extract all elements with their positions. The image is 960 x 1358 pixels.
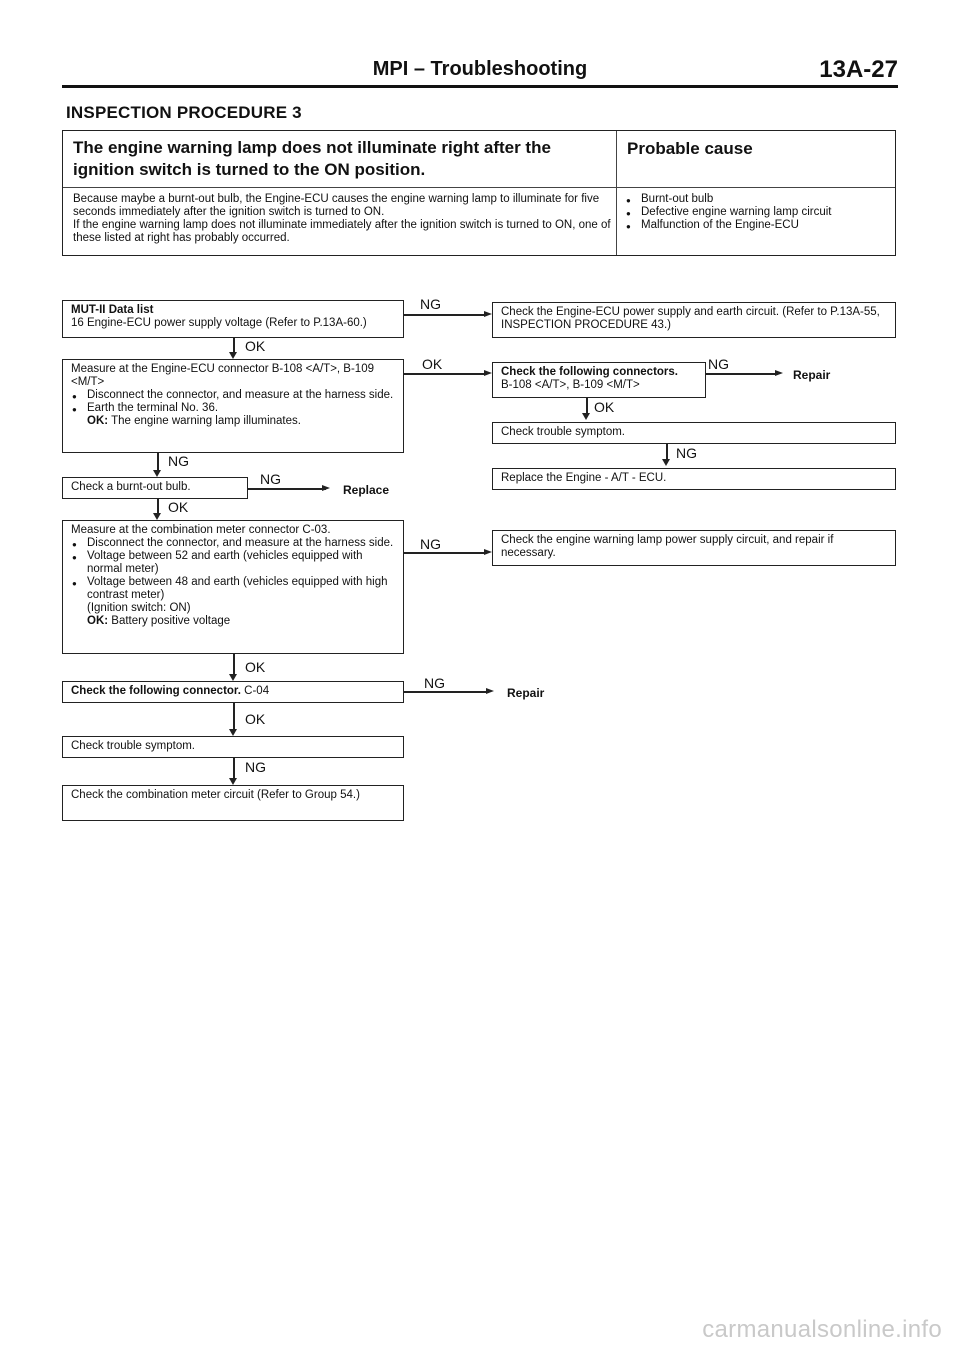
step2-box	[62, 359, 404, 453]
step4-ok-condition	[71, 615, 395, 628]
ng-label: NG	[168, 453, 189, 469]
step4-ng-action-box	[492, 530, 896, 566]
page-header-title: MPI – Troubleshooting	[372, 58, 588, 80]
arrow-down-icon	[229, 352, 237, 359]
step1-ng-action-box	[492, 302, 896, 338]
step2-ok-condition	[71, 415, 395, 428]
summary-divider-vertical	[616, 131, 617, 255]
step4-bullet: ● Disconnect the connector, and measure at the harness side.	[71, 537, 395, 550]
probable-cause-item: ● Burnt-out bulb	[623, 193, 893, 206]
step2-bullet: ● Disconnect the connector, and measure at the harness side.	[71, 389, 395, 402]
step2-text: Measure at the Engine-ECU connector B-108 <A/T>, B-109 <M/T>	[71, 363, 374, 388]
step5-title: Check the following connector.	[71, 685, 241, 697]
step6-box	[62, 736, 404, 758]
arrow-right-icon	[775, 370, 783, 376]
symptom-description	[73, 193, 611, 245]
arrow-right-icon	[484, 549, 492, 555]
check-trouble-symptom-text: Check trouble symptom.	[501, 426, 625, 438]
connector-check-box	[492, 362, 706, 398]
connector-check-text: B-108 <A/T>, B-109 <M/T>	[501, 379, 640, 391]
summary-divider-horizontal	[63, 187, 895, 188]
ok-label: OK	[168, 499, 189, 515]
ok-label: OK	[245, 711, 266, 727]
connector-check-title: Check the following connectors.	[501, 366, 678, 378]
step2-bullets	[71, 389, 395, 415]
ok-prefix: OK:	[87, 415, 109, 427]
replace-ecu-box	[492, 468, 896, 490]
watermark: carmanualsonline.info	[702, 1316, 942, 1343]
step1-text: 16 Engine-ECU power supply voltage (Refer to P.13A-60.)	[71, 317, 367, 329]
ng-label: NG	[676, 445, 697, 461]
ng-label: NG	[245, 759, 266, 775]
repair-action: Repair	[793, 368, 831, 382]
arrow-right-icon	[322, 485, 330, 491]
connector-line	[404, 552, 487, 554]
step3-text: Check a burnt-out bulb.	[71, 481, 191, 493]
connector-line	[404, 314, 487, 316]
ng-label: NG	[260, 471, 281, 487]
summary-table	[62, 130, 896, 256]
symptom-heading: The engine warning lamp does not illuminate right after the ignition switch is turned to the ON position.	[73, 138, 551, 179]
step4-bullet: ● Voltage between 52 and earth (vehicles equipped with normal meter)	[71, 550, 395, 576]
step2-bullet: ● Earth the terminal No. 36.	[71, 402, 395, 415]
step2-ok-text: The engine warning lamp illuminates.	[111, 415, 301, 427]
arrow-down-icon	[662, 459, 670, 466]
step5-box	[62, 681, 404, 703]
ok-label: OK	[594, 399, 615, 415]
step6-text: Check trouble symptom.	[71, 740, 195, 752]
step4-box	[62, 520, 404, 654]
connector-line	[233, 703, 235, 732]
step5-text: C-04	[244, 685, 270, 697]
symptom-description-line1: Because maybe a burnt-out bulb, the Engine-ECU causes the engine warning lamp to illuminate for five seconds immediately after the ignition switch is turned to ON.	[73, 193, 600, 218]
arrow-right-icon	[484, 311, 492, 317]
probable-cause-heading: Probable cause	[627, 139, 753, 158]
replace-action: Replace	[343, 483, 390, 497]
arrow-down-icon	[582, 413, 590, 420]
arrow-down-icon	[229, 674, 237, 681]
connector-line	[404, 691, 489, 693]
step4-ok-text: Battery positive voltage	[111, 615, 231, 627]
arrow-down-icon	[229, 729, 237, 736]
ng-label: NG	[424, 675, 445, 691]
ok-prefix: OK:	[87, 615, 109, 627]
step1-box	[62, 300, 404, 338]
check-trouble-symptom-box	[492, 422, 896, 444]
header-rule	[62, 85, 898, 88]
step4-ng-action-text: Check the engine warning lamp power supply circuit, and repair if necessary.	[501, 534, 834, 559]
step4-text: Measure at the combination meter connector C-03.	[71, 524, 331, 536]
symptom-description-line2: If the engine warning lamp does not illuminate immediately after the ignition switch is turned to ON, one of these listed at right has probably occurred.	[73, 219, 611, 244]
probable-cause-list	[623, 193, 893, 232]
ng-label: NG	[420, 296, 441, 312]
ng-label: NG	[708, 356, 729, 372]
step4-bullet: ● Voltage between 48 and earth (vehicles equipped with high contrast meter)	[71, 576, 395, 602]
arrow-down-icon	[229, 778, 237, 785]
ok-label: OK	[422, 356, 443, 372]
probable-cause-item: ● Malfunction of the Engine-ECU	[623, 219, 893, 232]
ok-label: OK	[245, 659, 266, 675]
connector-line	[248, 488, 326, 490]
connector-line	[706, 373, 778, 375]
arrow-right-icon	[486, 688, 494, 694]
arrow-right-icon	[484, 370, 492, 376]
probable-cause-item: ● Defective engine warning lamp circuit	[623, 206, 893, 219]
ng-label: NG	[420, 536, 441, 552]
connector-line	[404, 373, 487, 375]
step7-text: Check the combination meter circuit (Refer to Group 54.)	[71, 789, 360, 801]
repair-action: Repair	[507, 686, 545, 700]
step4-bullets	[71, 537, 395, 602]
step3-box	[62, 477, 248, 499]
step4-condition: (Ignition switch: ON)	[87, 602, 191, 614]
page-number: 13A-27	[819, 56, 898, 83]
step1-title: MUT-II Data list	[71, 304, 154, 316]
step7-box	[62, 785, 404, 821]
procedure-title: INSPECTION PROCEDURE 3	[66, 103, 302, 122]
arrow-down-icon	[153, 513, 161, 520]
ok-label: OK	[245, 338, 266, 354]
arrow-down-icon	[153, 470, 161, 477]
replace-ecu-text: Replace the Engine - A/T - ECU.	[501, 472, 667, 484]
step1-ng-action-text: Check the Engine-ECU power supply and earth circuit. (Refer to P.13A-55, INSPECTION PROCEDURE 43.)	[501, 306, 880, 331]
